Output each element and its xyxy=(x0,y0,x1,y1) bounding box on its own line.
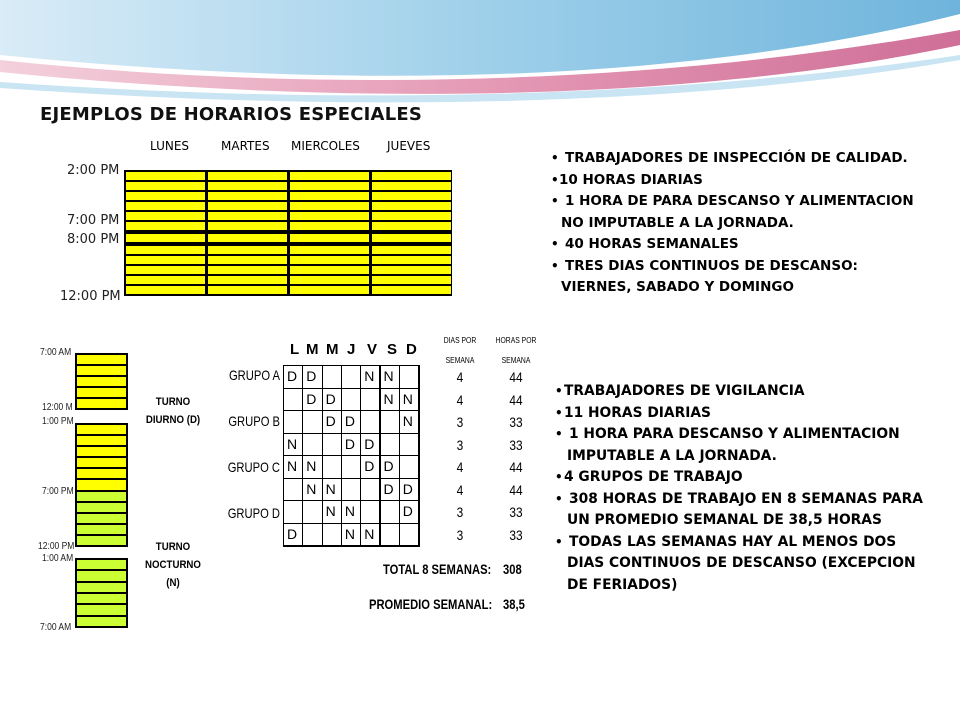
rotation-cell xyxy=(303,501,321,523)
rotation-cell xyxy=(303,411,321,433)
grid-cell xyxy=(208,172,287,180)
shift-cell xyxy=(77,480,126,489)
day-letter: V xyxy=(367,341,378,358)
rotation-cell: N xyxy=(323,479,341,501)
turno-diurno-label: TURNO DIURNO (D) xyxy=(145,396,201,426)
shift-cell xyxy=(77,366,126,375)
bullet-item: • 4 GRUPOS DE TRABAJO xyxy=(555,469,743,485)
shift-cell xyxy=(77,560,126,569)
rotation-cell xyxy=(323,434,341,456)
rotation-cell xyxy=(284,411,302,433)
rotation-cell: D xyxy=(342,434,360,456)
day-header: MARTES xyxy=(221,139,270,153)
grid-cell xyxy=(290,222,369,230)
shift-cell xyxy=(77,492,126,501)
rotation-cell: N xyxy=(303,479,321,501)
day-letter: D xyxy=(406,341,417,358)
rotation-cell: N xyxy=(400,411,418,433)
grid-cell xyxy=(208,256,287,264)
grid-cell xyxy=(126,182,205,190)
shift-cell xyxy=(77,617,126,626)
horas-value: 44 xyxy=(509,481,523,498)
grid-cell xyxy=(290,202,369,210)
shift-cell xyxy=(77,425,126,434)
day-header: LUNES xyxy=(150,139,190,153)
grid-cell xyxy=(126,234,205,242)
horas-value: 33 xyxy=(509,526,523,543)
bullet-item: • TRABAJADORES DE INSPECCIÓN DE CALIDAD. xyxy=(551,150,908,166)
grid-cell xyxy=(126,202,205,210)
rotation-cell: N xyxy=(284,456,302,478)
shift-cell xyxy=(77,388,126,397)
rotation-cell: N xyxy=(342,524,360,546)
turno-nocturno-label: TURNO NOCTURNO (N) xyxy=(145,541,201,589)
grid-cell xyxy=(372,222,451,230)
total-value: 308 xyxy=(503,561,522,577)
shift-cell xyxy=(77,399,126,408)
bullet-item: DIAS CONTINUOS DE DESCANSO (EXCEPCION xyxy=(567,555,916,571)
grid-cell xyxy=(208,276,287,284)
shift-time-label: 7:00 AM xyxy=(40,622,72,633)
bullet-item: NO IMPUTABLE A LA JORNADA. xyxy=(561,214,794,231)
grid-cell xyxy=(208,182,287,190)
group-name: GRUPO A xyxy=(228,367,280,383)
shift-time-label: 7:00 AM xyxy=(40,347,72,358)
rotation-cell: N xyxy=(342,501,360,523)
rotation-cell: D xyxy=(400,501,418,523)
rotation-cell xyxy=(381,524,399,546)
grid-cell xyxy=(208,246,287,254)
rotation-cell xyxy=(381,411,399,433)
rotation-cell xyxy=(342,366,360,388)
bullet-item: • 1 HORA DE PARA DESCANSO Y ALIMENTACION xyxy=(551,193,914,209)
time-label: 2:00 PM xyxy=(67,163,120,178)
grid-cell xyxy=(290,182,369,190)
rotation-cell xyxy=(400,366,418,388)
rotation-cell: N xyxy=(284,434,302,456)
rotation-cell: N xyxy=(361,524,379,546)
rotation-cell xyxy=(400,524,418,546)
rotation-cell xyxy=(284,389,302,411)
morning-shift-block xyxy=(75,353,128,410)
rotation-cell xyxy=(361,501,379,523)
horas-header: HORAS POR SEMANA xyxy=(495,335,537,365)
bullet-item: UN PROMEDIO SEMANAL DE 38,5 HORAS xyxy=(567,512,882,528)
group-name: GRUPO C xyxy=(227,459,280,475)
shift-cell xyxy=(77,571,126,580)
day-header: MIERCOLES xyxy=(291,139,360,153)
grid-cell xyxy=(372,192,451,200)
horas-value: 33 xyxy=(509,414,523,430)
rotation-cell: D xyxy=(361,456,379,478)
shift-time-label: 12:00 PM xyxy=(38,541,75,552)
grid-cell xyxy=(208,286,287,294)
rotation-cell xyxy=(323,456,341,478)
shift-cell xyxy=(77,377,126,386)
day-letter: J xyxy=(347,341,356,358)
bullet-item: • 1 HORA PARA DESCANSO Y ALIMENTACION xyxy=(555,426,900,442)
bullet-item: • TODAS LAS SEMANAS HAY AL MENOS DOS xyxy=(555,533,897,550)
grid-cell xyxy=(290,276,369,284)
shift-cell xyxy=(77,605,126,614)
grid-cell xyxy=(290,266,369,274)
day-letter: M xyxy=(306,341,319,358)
grid-cell xyxy=(126,212,205,220)
grid-cell xyxy=(372,172,451,180)
grid-cell xyxy=(372,256,451,264)
grid-cell xyxy=(290,192,369,200)
night-shift-block xyxy=(75,558,128,628)
grid-cell xyxy=(208,234,287,242)
day-shift-block xyxy=(75,423,128,547)
promedio-label: PROMEDIO SEMANAL: xyxy=(369,596,493,612)
grid-cell xyxy=(126,222,205,230)
shift-cell xyxy=(77,525,126,534)
rotation-cell xyxy=(323,524,341,546)
time-label: 12:00 PM xyxy=(60,289,121,304)
day-header: JUEVES xyxy=(387,139,431,153)
rotation-cell: D xyxy=(361,434,379,456)
grid-cell xyxy=(208,212,287,220)
promedio-value: 38,5 xyxy=(503,596,525,612)
grid-cell xyxy=(372,182,451,190)
grid-cell xyxy=(372,202,451,210)
rotation-cell xyxy=(381,434,399,456)
rotation-cell: D xyxy=(284,524,302,546)
rotation-cell: D xyxy=(323,411,341,433)
grid-cell xyxy=(290,246,369,254)
day-letter: S xyxy=(387,341,398,358)
bullet-item: DE FERIADOS) xyxy=(567,576,678,593)
shift-time-label: 12:00 M xyxy=(42,402,73,413)
bullet-item: IMPUTABLE A LA JORNADA. xyxy=(567,447,777,464)
rotation-grid xyxy=(283,365,420,547)
grid-cell xyxy=(126,172,205,180)
page-title: EJEMPLOS DE HORARIOS ESPECIALES xyxy=(40,104,423,125)
rotation-cell xyxy=(361,479,379,501)
weekly-hours-grid xyxy=(124,170,452,296)
security-bullets xyxy=(555,381,923,596)
rotation-cell xyxy=(303,524,321,546)
rotation-cell xyxy=(342,389,360,411)
bullet-item: • TRES DIAS CONTINUOS DE DESCANSO: xyxy=(551,257,858,274)
dias-value: 4 xyxy=(456,369,464,385)
rotation-cell: D xyxy=(381,479,399,501)
shift-cell xyxy=(77,514,126,523)
shift-time-label: 1:00 AM xyxy=(42,553,74,564)
rotation-cell xyxy=(400,456,418,478)
grid-cell xyxy=(290,286,369,294)
rotation-cell xyxy=(400,434,418,456)
horas-value: 33 xyxy=(509,504,523,520)
rotation-cell xyxy=(342,479,360,501)
rotation-cell: N xyxy=(323,501,341,523)
grid-cell xyxy=(372,212,451,220)
grid-cell xyxy=(208,192,287,200)
bullet-item: • 10 HORAS DIARIAS xyxy=(551,171,703,188)
horas-value: 33 xyxy=(509,436,523,453)
shift-cell xyxy=(77,536,126,545)
rotation-cell xyxy=(361,411,379,433)
rotation-cell xyxy=(284,501,302,523)
bullet-item: • 308 HORAS DE TRABAJO EN 8 SEMANAS PARA xyxy=(555,490,923,507)
grid-cell xyxy=(208,202,287,210)
shift-cell xyxy=(77,447,126,456)
shift-cell xyxy=(77,469,126,478)
group-name: GRUPO D xyxy=(227,505,280,521)
horas-value: 44 xyxy=(509,391,523,408)
rotation-cell: N xyxy=(400,389,418,411)
grid-cell xyxy=(126,266,205,274)
grid-cell xyxy=(126,256,205,264)
grid-cell xyxy=(208,222,287,230)
dias-header: DIAS POR SEMANA xyxy=(443,335,477,365)
grid-cell xyxy=(372,246,451,254)
grid-cell xyxy=(290,172,369,180)
rotation-cell xyxy=(323,366,341,388)
rotation-cell: N xyxy=(303,456,321,478)
rotation-cell: D xyxy=(284,366,302,388)
horas-value: 44 xyxy=(509,369,523,385)
rotation-cell xyxy=(303,434,321,456)
header-wave-banner xyxy=(0,0,960,110)
grid-cell xyxy=(126,286,205,294)
rotation-cell xyxy=(342,456,360,478)
dias-value: 4 xyxy=(456,391,464,408)
bullet-item: • 11 HORAS DIARIAS xyxy=(555,404,711,421)
shift-cell xyxy=(77,583,126,592)
shift-cell xyxy=(77,355,126,364)
grid-cell xyxy=(290,234,369,242)
bullet-item: • TRABAJADORES DE VIGILANCIA xyxy=(555,383,805,399)
dias-value: 3 xyxy=(456,526,464,543)
day-letter: L xyxy=(290,341,300,358)
rotation-cell: N xyxy=(361,366,379,388)
rotation-cell: D xyxy=(400,479,418,501)
rotation-cell: D xyxy=(303,366,321,388)
time-label: 8:00 PM xyxy=(67,232,120,247)
rotation-cell: D xyxy=(342,411,360,433)
rotation-cell: N xyxy=(381,389,399,411)
grid-cell xyxy=(126,192,205,200)
total-label: TOTAL 8 SEMANAS: xyxy=(383,561,492,577)
grid-cell xyxy=(208,266,287,274)
shift-time-label: 7:00 PM xyxy=(42,486,74,497)
dias-value: 3 xyxy=(456,504,464,520)
grid-cell xyxy=(126,276,205,284)
rotation-cell: D xyxy=(303,389,321,411)
grid-cell xyxy=(290,256,369,264)
grid-cell xyxy=(126,246,205,254)
rotation-cell: N xyxy=(381,366,399,388)
rotation-cell xyxy=(381,501,399,523)
horas-value: 44 xyxy=(509,459,523,475)
grid-cell xyxy=(290,212,369,220)
rotation-cell xyxy=(361,389,379,411)
bullet-item: VIERNES, SABADO Y DOMINGO xyxy=(561,279,794,295)
shift-cell xyxy=(77,594,126,603)
grid-cell xyxy=(372,276,451,284)
shift-cell xyxy=(77,436,126,445)
rotation-cell: D xyxy=(381,456,399,478)
dias-value: 3 xyxy=(456,414,464,430)
group-name: GRUPO B xyxy=(228,413,280,429)
shift-cell xyxy=(77,503,126,512)
rotation-cell: D xyxy=(323,389,341,411)
shift-time-label: 1:00 PM xyxy=(42,416,74,427)
grid-cell xyxy=(372,234,451,242)
time-label: 7:00 PM xyxy=(67,213,120,228)
day-letter: M xyxy=(326,341,339,358)
quality-inspection-bullets xyxy=(551,148,914,299)
grid-cell xyxy=(372,286,451,294)
grid-cell xyxy=(372,266,451,274)
dias-value: 4 xyxy=(456,459,464,475)
bullet-item: • 40 HORAS SEMANALES xyxy=(551,236,739,252)
rotation-cell xyxy=(284,479,302,501)
dias-value: 4 xyxy=(456,481,464,498)
dias-value: 3 xyxy=(456,436,464,453)
shift-cell xyxy=(77,458,126,467)
